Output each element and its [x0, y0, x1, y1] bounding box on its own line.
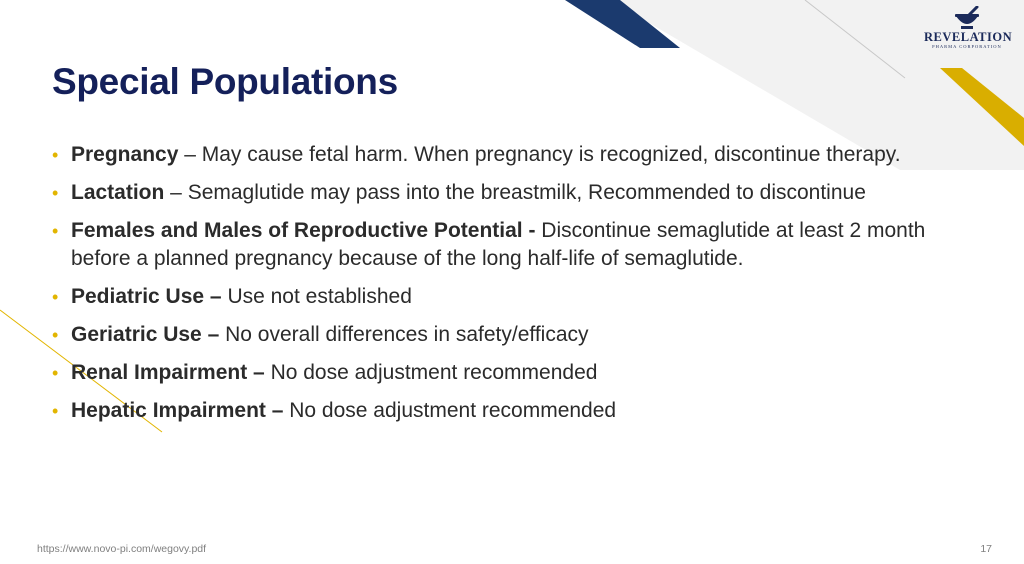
bullet-item	[52, 397, 932, 425]
source-link[interactable]: https://www.novo-pi.com/wegovy.pdf	[37, 543, 207, 555]
bullet-item	[52, 217, 932, 273]
bullet-text: Discontinue semaglutide at least 2 month before a planned pregnancy because of the long half-life of semaglutide.	[71, 219, 926, 270]
bullet-icon: •	[52, 325, 59, 345]
bullet-icon: •	[52, 363, 59, 383]
page-number: 17	[980, 543, 992, 555]
bullet-icon: •	[52, 145, 59, 165]
bullet-item	[52, 283, 932, 311]
bullet-label: Geriatric Use –	[71, 323, 220, 346]
bullet-text: Semaglutide may pass into the breastmilk, Recommended to discontinue	[187, 181, 866, 204]
bullet-label: Pregnancy	[71, 143, 179, 166]
bullet-text: Use not established	[227, 285, 412, 308]
bullet-separator: –	[178, 143, 202, 166]
bullet-label: Renal Impairment –	[71, 361, 265, 384]
logo-name: REVELATION	[924, 30, 1013, 44]
bullet-text: May cause fetal harm. When pregnancy is recognized, discontinue therapy.	[201, 143, 901, 166]
bullet-separator: –	[164, 181, 188, 204]
bullet-list	[52, 141, 932, 425]
bullet-label: Females and Males of Reproductive Potential -	[71, 219, 536, 242]
bullet-item	[52, 359, 932, 387]
bullet-item	[52, 179, 932, 207]
bullet-icon: •	[52, 287, 59, 307]
mortar-pestle-icon	[952, 6, 982, 30]
bullet-text: No dose adjustment recommended	[270, 361, 598, 384]
bullet-label: Pediatric Use –	[71, 285, 222, 308]
bullet-text: No dose adjustment recommended	[289, 399, 617, 422]
bullet-text: No overall differences in safety/efficacy	[225, 323, 589, 346]
bullet-label: Hepatic Impairment –	[71, 399, 284, 422]
bullet-icon: •	[52, 401, 59, 421]
company-logo	[924, 6, 1013, 50]
bullet-icon: •	[52, 183, 59, 203]
bullet-item	[52, 321, 932, 349]
bullet-item	[52, 141, 932, 169]
bullet-label: Lactation	[71, 181, 165, 204]
slide-title: Special Populations	[52, 61, 398, 102]
logo-subtitle: PHARMA CORPORATION	[932, 44, 1002, 49]
bullet-icon: •	[52, 221, 59, 241]
